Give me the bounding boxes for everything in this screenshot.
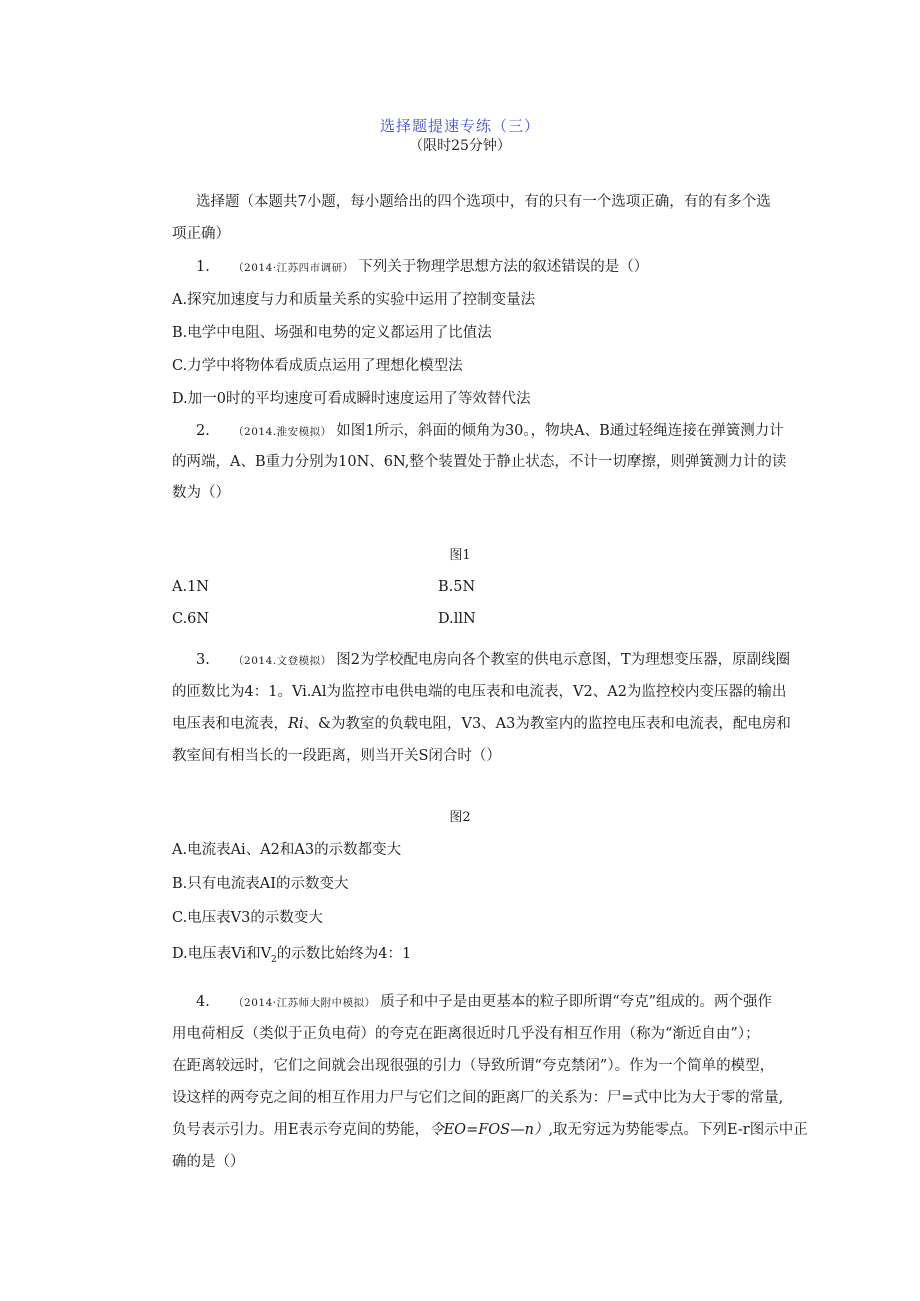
- option-b: B.电学中电阻、场强和电势的定义都运用了比值法: [172, 325, 492, 341]
- text-segment: 电压表和电流表，: [172, 716, 288, 732]
- page-title: 选择题提速专练（三）: [379, 117, 540, 135]
- question-4-stem-2: 用电荷相反（类似于正负电荷）的夸克在距离很近时几乎没有相互作用（称为“渐近自由”）；: [172, 1026, 760, 1042]
- option-d: D.加一0时的平均速度可看成瞬时速度运用了等效替代法: [172, 391, 531, 407]
- text-segment: ,取无穷远为势能零点。下列E-r图示中正: [548, 1122, 808, 1138]
- question-text: 下列关于物理学思想方法的叙述错误的是（）: [358, 259, 649, 275]
- question-3-stem-4: 教室间有相当长的一段距离，则当开关S闭合时（）: [172, 748, 501, 764]
- option-d: D.llN: [438, 611, 476, 627]
- option-a: A.电流表Ai、A2和A3的示数都变大: [172, 842, 402, 858]
- question-2-stem-2: 的两端，A、B重力分别为10N、6N,整个装置处于静止状态，不计一切摩擦，则弹簧测力计的读: [172, 454, 787, 470]
- question-source: （2014.淮安模拟）: [233, 426, 332, 438]
- question-3-stem-2: 的匝数比为4：1。Vi.Al为监控市电供电端的电压表和电流表，V2、A2为监控校内变压器的输出: [172, 684, 787, 700]
- subscript: 2: [271, 954, 277, 965]
- question-2-stem-1: [196, 421, 784, 442]
- question-number: 2.: [196, 423, 210, 439]
- figure-2-caption: 图2: [449, 810, 471, 825]
- option-c: C.6N: [172, 611, 210, 627]
- question-1-stem: [196, 257, 648, 278]
- option-a: A.探究加速度与力和质量关系的实验中运用了控制变量法: [172, 292, 536, 308]
- page-subtitle: （限时25分钟）: [409, 138, 511, 154]
- intro-line-1: 选择题（本题共7小题，每小题给出的四个选项中，有的只有一个选项正确，有的有多个选: [196, 194, 771, 210]
- question-4-stem-5: [172, 1120, 808, 1140]
- question-text: 图2为学校配电房向各个教室的供电示意图，T为理想变压器，原副线圈: [336, 652, 791, 668]
- text-segment: D.电压表Vi和V: [172, 946, 272, 962]
- text-segment: 的示数比始终为4：1: [276, 946, 412, 962]
- text-segment: 、&为教室的负载电阻，V3、A3为教室内的监控电压表和电流表，配电房和: [303, 716, 791, 732]
- text-segment-italic: Ri: [288, 716, 304, 732]
- text-segment-italic: 令EO=FOS—n）: [429, 1122, 549, 1138]
- option-a: A.1N: [172, 579, 209, 595]
- intro-line-2: 项正确）: [172, 226, 230, 242]
- question-2-stem-3: 数为（）: [172, 485, 230, 501]
- question-source: （2014·江苏四市调研）: [233, 262, 354, 274]
- text-segment: 负号表示引力。用E表示夸克间的势能，: [172, 1122, 430, 1138]
- option-c: C.电压表V3的示数变大: [172, 910, 323, 926]
- option-d: [172, 944, 411, 970]
- question-number: 1.: [196, 259, 210, 275]
- question-text: 如图1所示，斜面的倾角为30。，物块A、B通过轻绳连接在弹簧测力计: [336, 423, 784, 439]
- figure-1-caption: 图1: [449, 548, 471, 563]
- option-b: B.5N: [438, 579, 476, 595]
- question-number: 3.: [196, 652, 210, 668]
- question-text: 质子和中子是由更基本的粒子即所谓“夸克”组成的。两个强作: [380, 994, 773, 1010]
- question-4-stem-3: 在距离较远时，它们之间就会出现很强的引力（导致所谓“夸克禁闭”）。作为一个简单的模型，: [172, 1058, 775, 1074]
- question-source: （2014.文登模拟）: [233, 655, 332, 667]
- question-3-stem-3: [172, 714, 791, 734]
- question-4-stem-4: 设这样的两夸克之间的相互作用力尸与它们之间的距离厂的关系为：尸=式中比为大于零的常量,: [172, 1090, 784, 1106]
- option-c: C.力学中将物体看成质点运用了理想化模型法: [172, 358, 463, 374]
- question-3-stem-1: [196, 650, 790, 671]
- question-4-stem-6: 确的是（）: [172, 1154, 245, 1170]
- option-b: B.只有电流表AI的示数变大: [172, 876, 349, 892]
- question-source: （2014·江苏师大附中模拟）: [233, 997, 376, 1009]
- question-4-stem-1: [196, 992, 772, 1013]
- question-number: 4.: [196, 994, 210, 1010]
